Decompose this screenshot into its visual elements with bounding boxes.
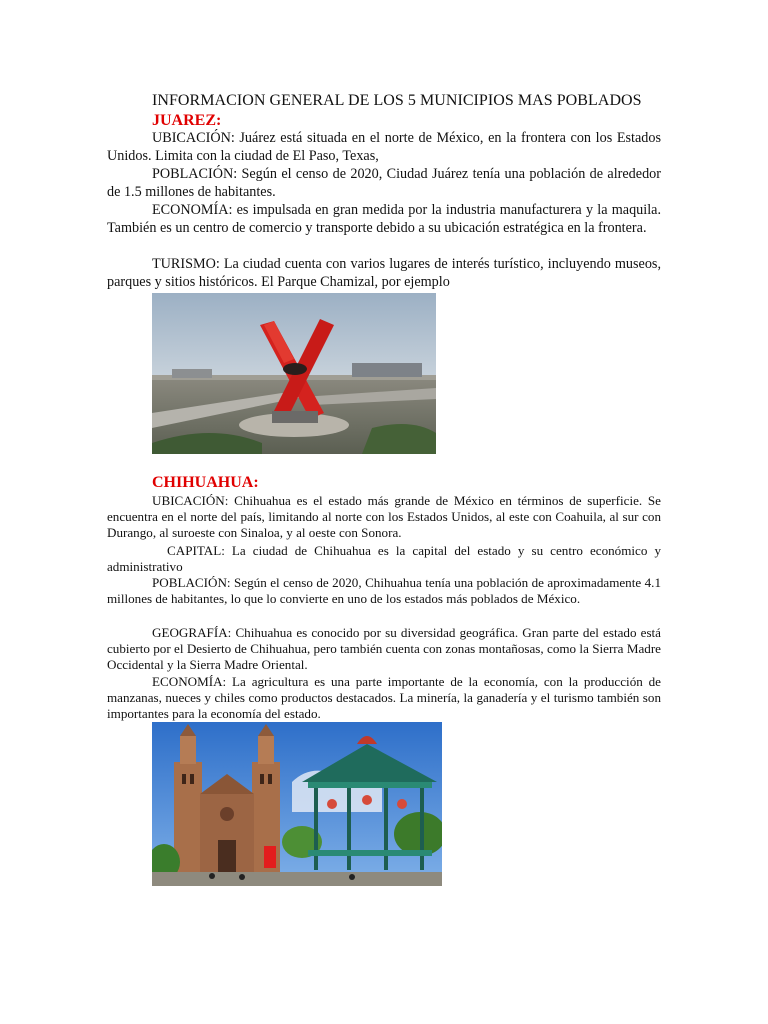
document-title: INFORMACION GENERAL DE LOS 5 MUNICIPIOS MAS POBLADOS <box>152 92 642 109</box>
paragraph-juarez-poblacion: POBLACIÓN: Según el censo de 2020, Ciudad Juárez tenía una población de alrededor de 1.5 millones de habitantes. <box>107 166 661 200</box>
paragraph-juarez-turismo: TURISMO: La ciudad cuenta con varios lugares de interés turístico, incluyendo museos, parques y sitios históricos. El Parque Chamizal, por ejemplo <box>107 256 661 290</box>
section-heading-juarez: JUAREZ: <box>152 112 222 129</box>
paragraph-juarez-economia: ECONOMÍA: es impulsada en gran medida por la industria manufacturera y la maquila. También es un centro de comercio y transporte debido a su ubicación estratégica en la frontera. <box>107 202 661 236</box>
juarez-x-monument-photo <box>152 293 436 454</box>
paragraph-chihuahua-capital: CAPITAL: La ciudad de Chihuahua es la capital del estado y su centro económico y administrativo <box>107 543 661 575</box>
paragraph-chihuahua-economia: ECONOMÍA: La agricultura es una parte importante de la economía, con la producción de manzanas, nueces y chiles como productos destacados. La minería, la ganadería y el turismo también son importantes para la economía del estado. <box>107 674 661 722</box>
chihuahua-cathedral-kiosk-photo <box>152 722 442 886</box>
paragraph-chihuahua-geografia: GEOGRAFÍA: Chihuahua es conocido por su diversidad geográfica. Gran parte del estado está cubierto por el Desierto de Chihuahua, pero también cuenta con zonas montañosas, como la Sierra Madre Occidental y la Sierra Madre Oriental. <box>107 625 661 673</box>
paragraph-juarez-ubicacion: UBICACIÓN: Juárez está situada en el norte de México, en la frontera con los Estados Unidos. Limita con la ciudad de El Paso, Texas, <box>107 130 661 164</box>
section-heading-chihuahua: CHIHUAHUA: <box>152 474 259 491</box>
paragraph-chihuahua-poblacion: POBLACIÓN: Según el censo de 2020, Chihuahua tenía una población de aproximadamente 4.1 millones de habitantes, lo que lo convierte en uno de los estados más poblados de México. <box>107 575 661 607</box>
paragraph-chihuahua-ubicacion: UBICACIÓN: Chihuahua es el estado más grande de México en términos de superficie. Se encuentra en el norte del país, limitando al norte con los Estados Unidos, al este con Coahuila, al sur con Durango, al suroeste con Sinaloa, y al oeste con Sonora. <box>107 493 661 541</box>
